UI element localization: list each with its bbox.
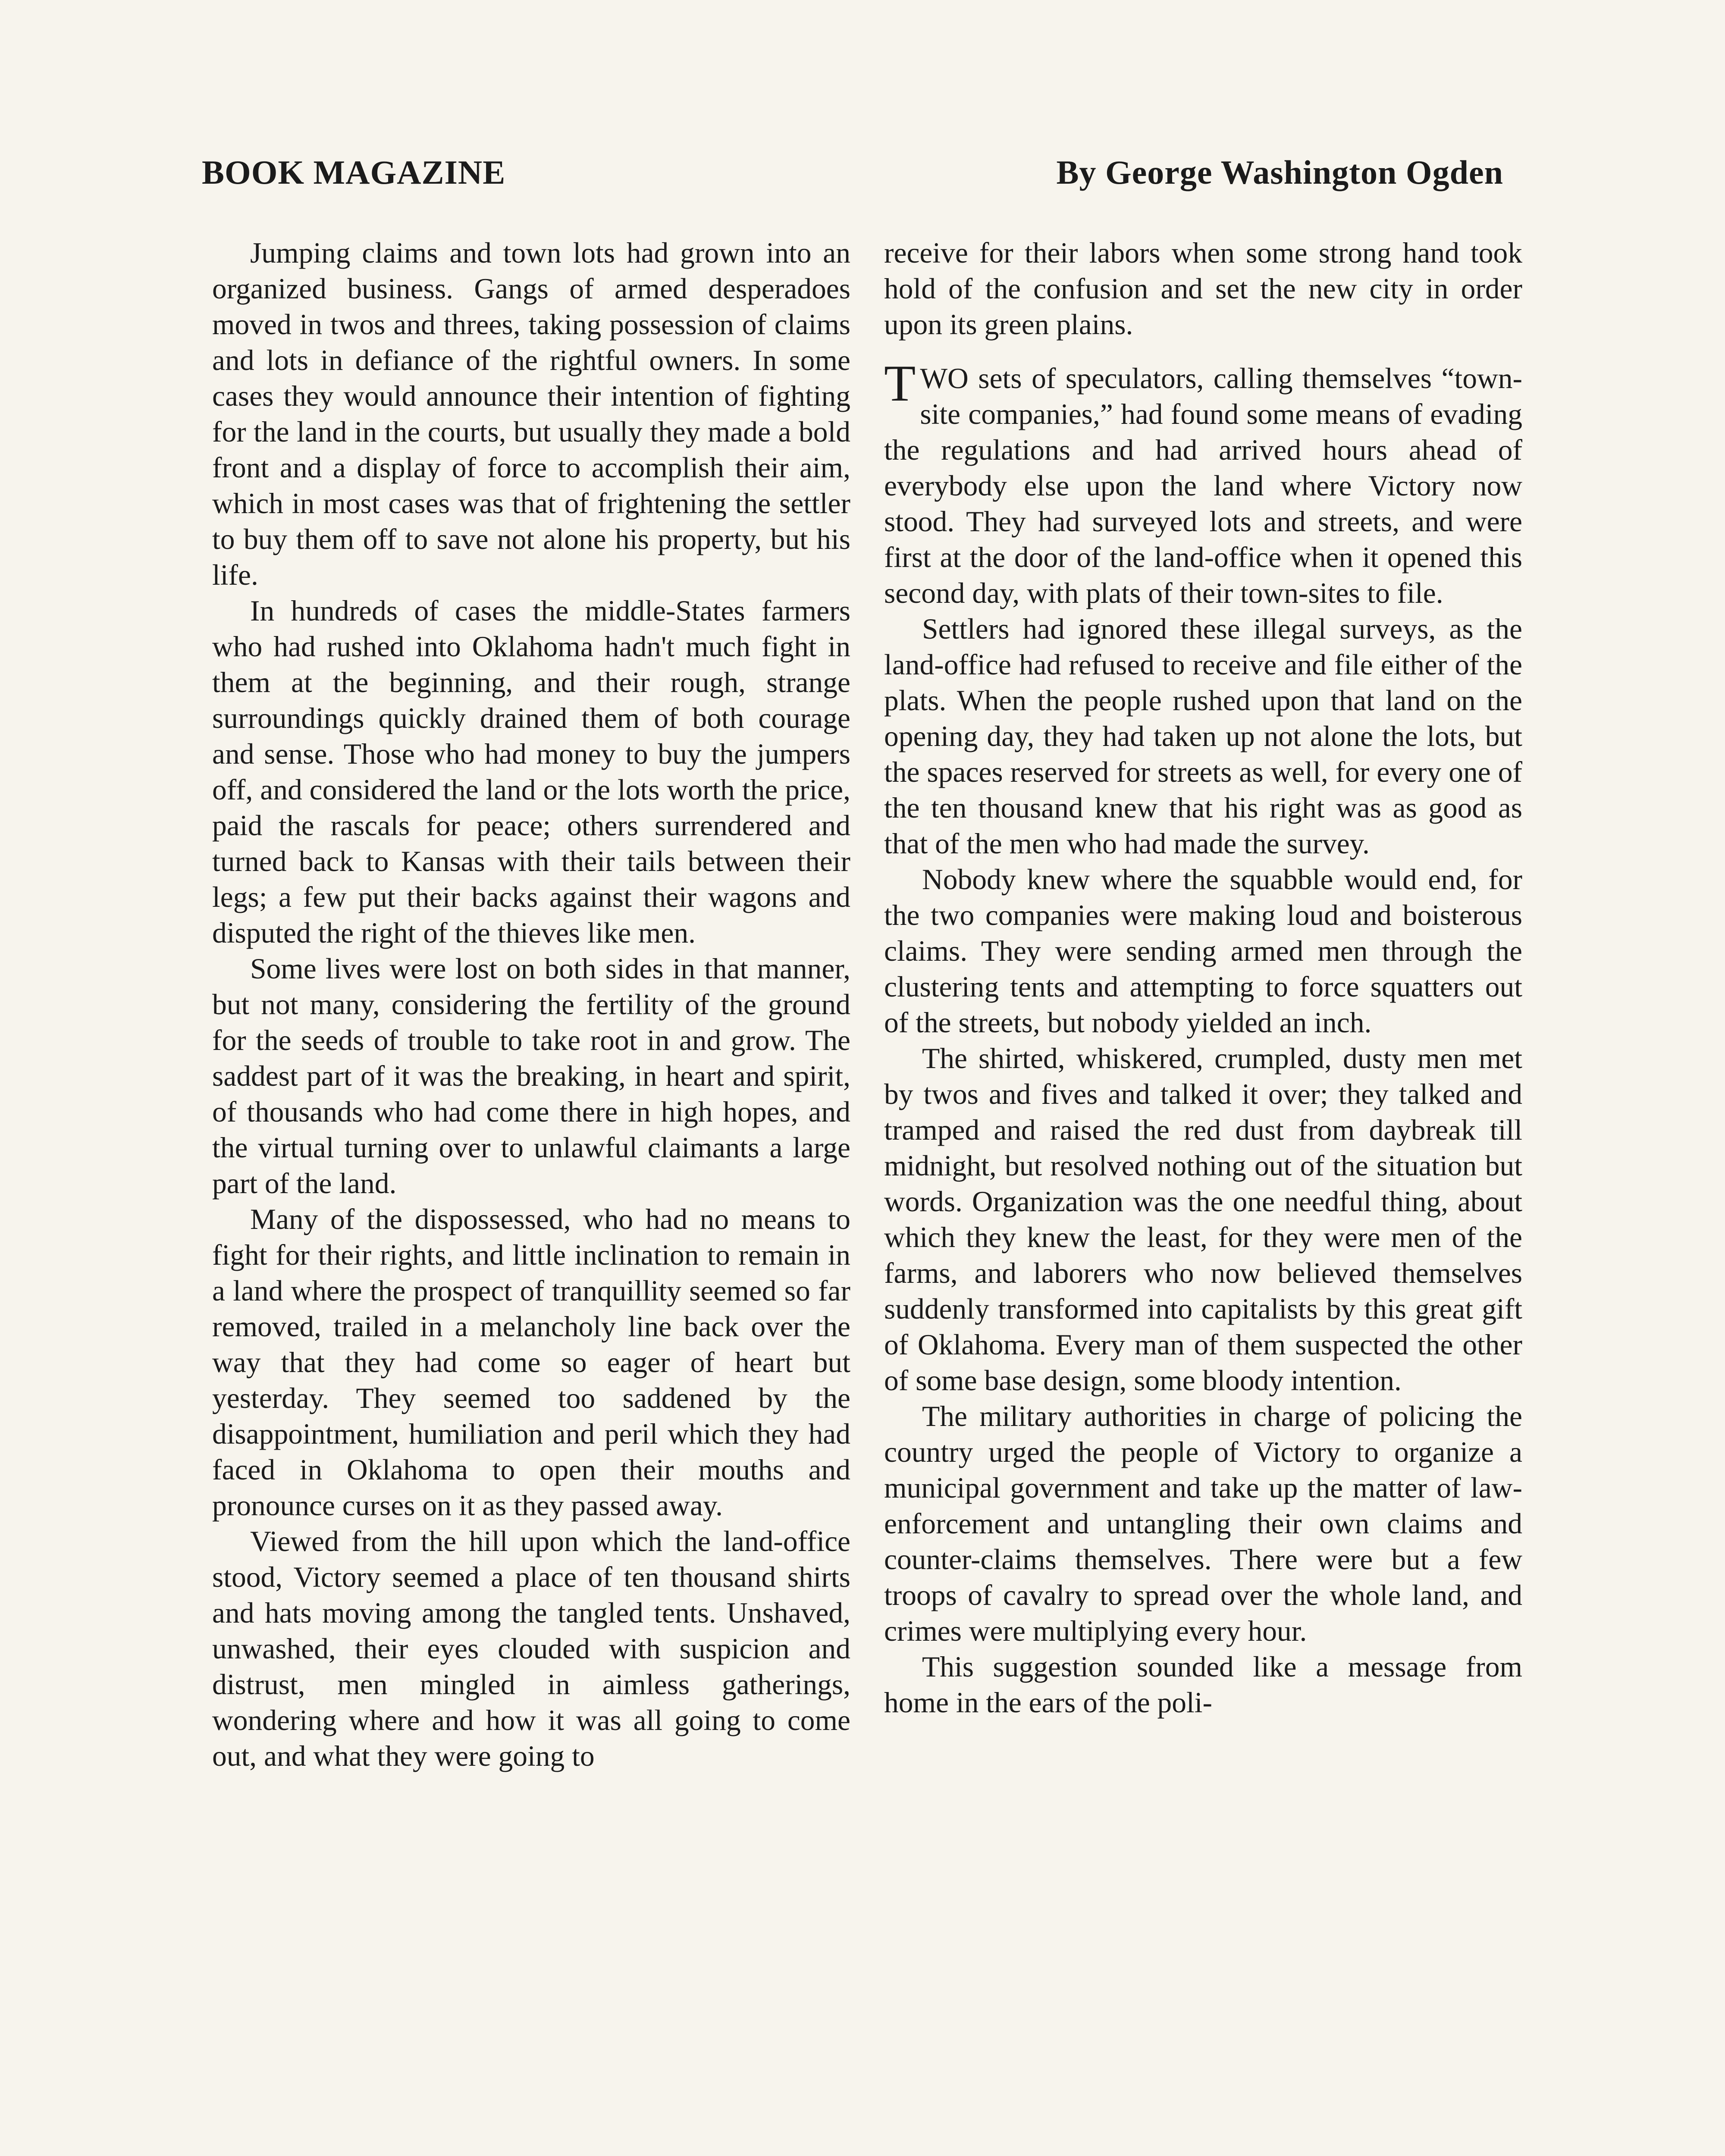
paragraph: The military authorities in charge of policing the country urged the people of Victory to organize a municipal government and take up the matter of law-enforcement and untangling their own claims and counter-claims themselves. There were but a few troops of cavalry to spread over the whole land, and crimes were multiplying every hour. bbox=[884, 1400, 1522, 1647]
paragraph: Jumping claims and town lots had grown into an organized business. Gangs of armed desperadoes moved in twos and threes, taking possession of claims and lots in defiance of the rightful owners. In some cases they would announce their intention of fighting for the land in the courts, but usually they made a bold front and a display of force to accomplish their aim, which in most cases was that of frightening the settler to buy them off to save not alone his property, but his life. bbox=[212, 237, 850, 591]
section-opening-paragraph bbox=[884, 354, 1522, 611]
magazine-title: BOOK MAGAZINE bbox=[202, 154, 506, 191]
paragraph: Viewed from the hill upon which the land-office stood, Victory seemed a place of ten thousand shirts and hats moving among the tangled tents. Unshaved, unwashed, their eyes clouded with suspicion and distrust, men mingled in aimless gatherings, wondering where and how it was all going to come out, and what they were going to bbox=[212, 1525, 850, 1772]
right-column bbox=[884, 235, 1522, 1720]
paragraph: Many of the dispossessed, who had no means to fight for their rights, and little inclination to remain in a land where the prospect of tranquillity seemed so far removed, trailed in a melancholy line back over the way that they had come so eager of heart but yesterday. They seemed too saddened by the disappointment, humiliation and peril which they had faced in Oklahoma to open their mouths and pronounce curses on it as they passed away. bbox=[212, 1203, 850, 1522]
paragraph: The shirted, whiskered, crumpled, dusty men met by twos and fives and talked it over; they talked and tramped and raised the red dust from daybreak till midnight, but resolved nothing out of the situation but words. Organization was the one needful thing, about which they knew the least, for they were men of the farms, and laborers who now believed themselves suddenly transformed into capitalists by this great gift of Oklahoma. Every man of them suspected the other of some base design, some bloody intention. bbox=[884, 1042, 1522, 1397]
running-header bbox=[202, 149, 1503, 196]
paragraph: Nobody knew where the squabble would end, for the two companies were making loud and boisterous claims. They were sending armed men through the clustering tents and attempting to force squatters out of the streets, but nobody yielded an inch. bbox=[884, 863, 1522, 1039]
section-opening-text: WO sets of speculators, calling themselves “town-site companies,” had found some means of evading the regulations and had arrived hours ahead of everybody else upon the land where Victory now stood. They had surveyed lots and streets, and were first at the door of the land-office when it opened this second day, with plats of their town-sites to file. bbox=[884, 362, 1522, 609]
drop-cap: T bbox=[884, 354, 916, 412]
paragraph: Some lives were lost on both sides in that manner, but not many, considering the fertility of the ground for the seeds of trouble to take root in and grow. The saddest part of it was the breaking, in heart and spirit, of thousands who had come there in high hopes, and the virtual turning over to unlawful claimants a large part of the land. bbox=[212, 953, 850, 1200]
paragraph: Settlers had ignored these illegal surveys, as the land-office had refused to receive and file either of the plats. When the people rushed upon that land on the opening day, they had taken up not alone the lots, but the spaces reserved for streets as well, for every one of the ten thousand knew that his right was as good as that of the men who had made the survey. bbox=[884, 613, 1522, 860]
paragraph: In hundreds of cases the middle-States farmers who had rushed into Oklahoma hadn't much fight in them at the beginning, and their rough, strange surroundings quickly drained them of both courage and sense. Those who had money to buy the jumpers off, and considered the land or the lots worth the price, paid the rascals for peace; others surrendered and turned back to Kansas with their tails between their legs; a few put their backs against their wagons and disputed the right of the thieves like men. bbox=[212, 595, 850, 949]
author-byline: By George Washington Ogden bbox=[1056, 154, 1503, 191]
continued-paragraph: receive for their labors when some strong hand took hold of the confusion and set the new city in order upon its green plains. bbox=[884, 237, 1522, 341]
paragraph: This suggestion sounded like a message from home in the ears of the poli- bbox=[884, 1651, 1522, 1719]
left-column bbox=[212, 235, 850, 1774]
